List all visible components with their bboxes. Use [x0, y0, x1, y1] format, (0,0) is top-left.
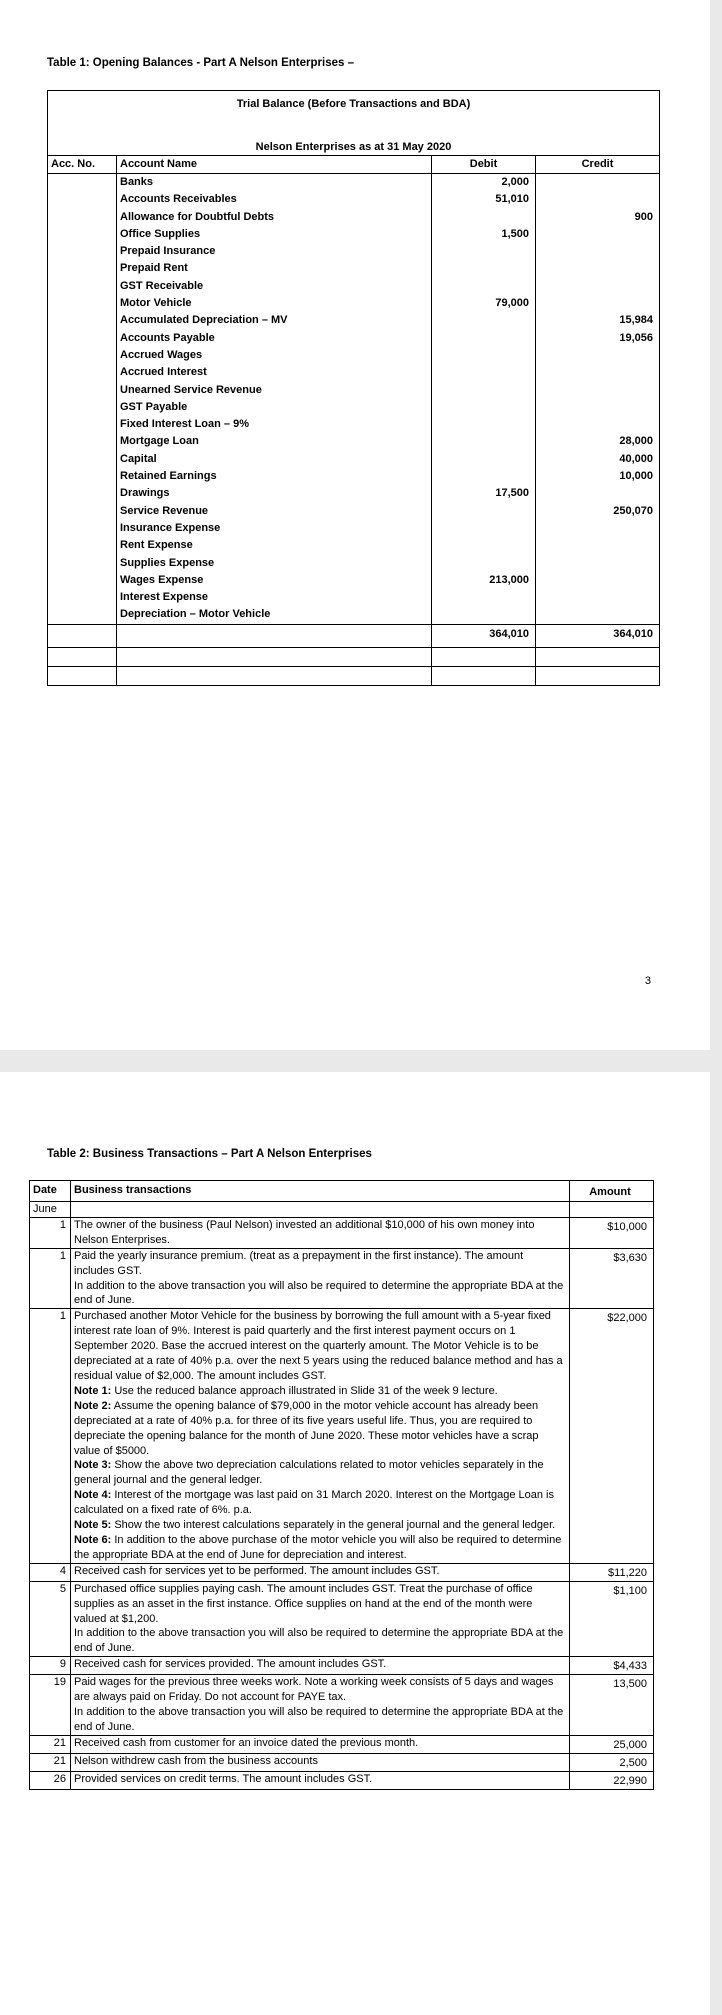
empty-cell: [536, 666, 660, 685]
debit-value: [432, 520, 536, 537]
empty-row: [48, 666, 660, 685]
month-row-blank: [71, 1202, 570, 1218]
account-row: [48, 416, 660, 433]
credit-value: [536, 347, 660, 364]
transaction-amount: [570, 1771, 654, 1789]
account-number: [48, 330, 117, 347]
amount-value: $3,630: [613, 1251, 647, 1264]
account-row: [48, 503, 660, 520]
credit-value: [536, 278, 660, 295]
note-label: Note 5:: [74, 1519, 112, 1532]
credit-value: 250,070: [536, 503, 660, 520]
description-line: In addition to the above transaction you will also be required to determine the appropriate BDA at the end of June.: [74, 1706, 564, 1733]
credit-value: 15,984: [536, 312, 660, 329]
transaction-row: [30, 1675, 654, 1736]
debit-value: [432, 537, 536, 554]
description-line: Received cash for services yet to be performed. The amount includes GST.: [74, 1564, 440, 1577]
transaction-amount: [570, 1581, 654, 1657]
debit-value: [432, 330, 536, 347]
debit-value: [432, 589, 536, 606]
amount-value: $22,000: [607, 1312, 647, 1325]
account-number: [48, 382, 117, 399]
transaction-row: [30, 1563, 654, 1581]
month-row: [30, 1202, 654, 1218]
transaction-day: 26: [30, 1771, 71, 1789]
note-text: Show the two interest calculations separately in the general journal and the general ledger.: [111, 1519, 556, 1532]
amount-value: 22,990: [613, 1774, 647, 1787]
account-number: [48, 468, 117, 485]
account-name: Retained Earnings: [117, 468, 432, 485]
transaction-description: [71, 1735, 570, 1753]
note-label: Note 2:: [74, 1399, 112, 1412]
debit-value: [432, 555, 536, 572]
account-number: [48, 260, 117, 277]
debit-value: [432, 468, 536, 485]
account-name: Accrued Interest: [117, 364, 432, 381]
transaction-row: [30, 1581, 654, 1657]
account-name: Supplies Expense: [117, 555, 432, 572]
account-name: Service Revenue: [117, 503, 432, 520]
account-row: [48, 278, 660, 295]
amount-value: 25,000: [613, 1738, 647, 1751]
account-row: [48, 191, 660, 208]
empty-cell: [48, 666, 117, 685]
description-line: Purchased another Motor Vehicle for the business by borrowing the full amount with a 5-year fixed interest rate loan of 9%. Interest is paid quarterly and the first interest payment occurs on 1 September 2020. Base the accrued interest on the quarterly amount. The Motor Vehicle is to be depreciated at a rate of 40% p.a. over the next 5 years using the reduced balance method and has a residual value of $2,000. The amount includes GST.: [74, 1310, 563, 1382]
debit-value: [432, 503, 536, 520]
account-name: Accumulated Depreciation – MV: [117, 312, 432, 329]
account-name: Accounts Receivables: [117, 191, 432, 208]
account-row: [48, 399, 660, 416]
credit-value: 900: [536, 209, 660, 226]
transaction-description: [71, 1675, 570, 1736]
credit-value: [536, 191, 660, 208]
transaction-amount: [570, 1735, 654, 1753]
debit-value: 213,000: [432, 572, 536, 589]
description-line: Provided services on credit terms. The amount includes GST.: [74, 1772, 373, 1785]
transaction-description: [71, 1657, 570, 1675]
credit-value: [536, 226, 660, 243]
credit-value: [536, 295, 660, 312]
transaction-row: [30, 1217, 654, 1248]
account-name: Allowance for Doubtful Debts: [117, 209, 432, 226]
account-row: [48, 209, 660, 226]
credit-value: 28,000: [536, 433, 660, 450]
account-name: Prepaid Insurance: [117, 243, 432, 260]
header-credit: Credit: [536, 156, 660, 174]
transaction-day: 19: [30, 1675, 71, 1736]
transaction-day: 21: [30, 1753, 71, 1771]
account-number: [48, 226, 117, 243]
empty-row: [48, 647, 660, 666]
transaction-amount: [570, 1753, 654, 1771]
account-name: Motor Vehicle: [117, 295, 432, 312]
credit-value: [536, 364, 660, 381]
transaction-day: 1: [30, 1309, 71, 1563]
account-row: [48, 537, 660, 554]
transaction-description: [71, 1248, 570, 1309]
note-text: Show the above two depreciation calculations related to motor vehicles separately in the general journal and the general ledger.: [74, 1459, 544, 1487]
account-number: [48, 589, 117, 606]
transaction-row: [30, 1248, 654, 1309]
description-line: In addition to the above transaction you will also be required to determine the appropriate BDA at the end of June.: [74, 1627, 564, 1655]
amount-value: $1,100: [613, 1584, 647, 1597]
account-number: [48, 243, 117, 260]
header-amount: Amount: [570, 1181, 654, 1202]
account-name: Mortgage Loan: [117, 433, 432, 450]
credit-value: [536, 572, 660, 589]
note-label: Note 6:: [74, 1533, 112, 1546]
empty-cell: [117, 666, 432, 685]
column-header-row: [48, 156, 660, 174]
empty-cell: [536, 647, 660, 666]
header-business-transactions: Business transactions: [71, 1181, 570, 1202]
transaction-note: [74, 1399, 566, 1459]
header-debit: Debit: [432, 156, 536, 174]
account-row: [48, 468, 660, 485]
transaction-day: 5: [30, 1581, 71, 1657]
transaction-note: [74, 1518, 566, 1533]
transaction-day: 9: [30, 1657, 71, 1675]
description-line: Received cash for services provided. The amount includes GST.: [74, 1658, 387, 1671]
account-number: [48, 399, 117, 416]
account-number: [48, 278, 117, 295]
credit-value: [536, 537, 660, 554]
description-line: Paid wages for the previous three weeks work. Note a working week consists of 5 days and wages are always paid on Friday. Do not account for PAYE tax.: [74, 1676, 554, 1704]
account-number: [48, 537, 117, 554]
note-label: Note 3:: [74, 1459, 112, 1472]
account-row: [48, 382, 660, 399]
account-number: [48, 606, 117, 624]
account-name: Banks: [117, 174, 432, 192]
account-row: [48, 572, 660, 589]
credit-value: 40,000: [536, 451, 660, 468]
account-number: [48, 555, 117, 572]
debit-value: [432, 606, 536, 624]
credit-value: [536, 589, 660, 606]
total-credit: 364,010: [536, 624, 660, 647]
debit-value: 17,500: [432, 485, 536, 502]
account-row: [48, 485, 660, 502]
account-row: [48, 347, 660, 364]
page-number: 3: [644, 975, 651, 987]
trial-balance-title: Trial Balance (Before Transactions and BDA): [48, 91, 660, 118]
transaction-row: [30, 1657, 654, 1675]
account-row: [48, 555, 660, 572]
account-row: [48, 364, 660, 381]
account-number: [48, 451, 117, 468]
account-name: Wages Expense: [117, 572, 432, 589]
account-row: [48, 295, 660, 312]
account-row: [48, 260, 660, 277]
transaction-row: [30, 1309, 654, 1563]
account-number: [48, 433, 117, 450]
account-name: Insurance Expense: [117, 520, 432, 537]
business-transactions-table: [29, 1180, 654, 1790]
account-number: [48, 485, 117, 502]
debit-value: [432, 278, 536, 295]
account-name: Prepaid Rent: [117, 260, 432, 277]
note-text: In addition to the above purchase of the motor vehicle you will also be required to determine the appropriate BDA at the end of June for depreciation and interest.: [74, 1533, 562, 1561]
description-line: The owner of the business (Paul Nelson) invested an additional $10,000 of his own money into Nelson Enterprises.: [74, 1218, 535, 1246]
debit-value: [432, 209, 536, 226]
account-number: [48, 520, 117, 537]
transaction-row: [30, 1771, 654, 1789]
credit-value: [536, 260, 660, 277]
totals-row: [48, 624, 660, 647]
transaction-day: 21: [30, 1735, 71, 1753]
account-number: [48, 364, 117, 381]
note-text: Use the reduced balance approach illustrated in Slide 31 of the week 9 lecture.: [111, 1384, 498, 1397]
credit-value: 10,000: [536, 468, 660, 485]
amount-value: $4,433: [613, 1660, 647, 1673]
totals-acc: [48, 624, 117, 647]
debit-value: [432, 347, 536, 364]
account-name: Fixed Interest Loan – 9%: [117, 416, 432, 433]
header-date: Date: [30, 1181, 71, 1202]
debit-value: 2,000: [432, 174, 536, 192]
transaction-description: [71, 1771, 570, 1789]
credit-value: [536, 399, 660, 416]
account-row: [48, 312, 660, 329]
transaction-amount: [570, 1309, 654, 1563]
debit-value: [432, 312, 536, 329]
empty-cell: [48, 647, 117, 666]
account-name: Capital: [117, 451, 432, 468]
transaction-day: 1: [30, 1248, 71, 1309]
credit-value: [536, 555, 660, 572]
credit-value: [536, 243, 660, 260]
table2-caption: Table 2: Business Transactions – Part A Nelson Enterprises: [47, 1148, 372, 1160]
account-row: [48, 433, 660, 450]
totals-label: [117, 624, 432, 647]
debit-value: [432, 416, 536, 433]
credit-value: [536, 606, 660, 624]
amount-value: $11,220: [608, 1566, 647, 1579]
account-name: Drawings: [117, 485, 432, 502]
account-number: [48, 191, 117, 208]
account-name: Accrued Wages: [117, 347, 432, 364]
transaction-row: [30, 1735, 654, 1753]
account-row: [48, 520, 660, 537]
credit-value: [536, 174, 660, 192]
account-row: [48, 174, 660, 192]
transaction-day: 1: [30, 1217, 71, 1248]
note-text: Assume the opening balance of $79,000 in the motor vehicle account has already been depreciated at a rate of 40% p.a. for three of its five years useful life. Thus, you are required to depreciate the opening balance for the month of June 2020. These motor vehicles have a scrap value of $5000.: [74, 1399, 539, 1457]
description-line: Paid the yearly insurance premium. (treat as a prepayment in the first instance). The amount includes GST.: [74, 1249, 524, 1277]
account-row: [48, 451, 660, 468]
note-label: Note 4:: [74, 1489, 112, 1502]
account-number: [48, 209, 117, 226]
account-name: Accounts Payable: [117, 330, 432, 347]
account-row: [48, 606, 660, 624]
total-debit: 364,010: [432, 624, 536, 647]
credit-value: [536, 520, 660, 537]
account-name: Depreciation – Motor Vehicle: [117, 606, 432, 624]
transactions-header-row: [30, 1181, 654, 1202]
month-row-blank-amount: [570, 1202, 654, 1218]
transaction-note: [74, 1384, 566, 1399]
transaction-description: [71, 1753, 570, 1771]
debit-value: [432, 382, 536, 399]
debit-value: [432, 243, 536, 260]
empty-cell: [117, 647, 432, 666]
table-subtitle-row: [48, 117, 660, 156]
credit-value: 19,056: [536, 330, 660, 347]
header-account-name: Account Name: [117, 156, 432, 174]
table1-caption: Table 1: Opening Balances - Part A Nelson Enterprises –: [47, 57, 354, 69]
trial-balance-table: [47, 90, 660, 686]
description-line: Nelson withdrew cash from the business accounts: [74, 1754, 318, 1767]
transaction-note: [74, 1533, 566, 1563]
debit-value: [432, 364, 536, 381]
header-acc-no: Acc. No.: [48, 156, 117, 174]
account-name: Rent Expense: [117, 537, 432, 554]
description-line: Received cash from customer for an invoice dated the previous month.: [74, 1736, 419, 1749]
transaction-amount: [570, 1563, 654, 1581]
account-number: [48, 347, 117, 364]
account-name: Interest Expense: [117, 589, 432, 606]
transaction-amount: [570, 1657, 654, 1675]
account-number: [48, 416, 117, 433]
empty-cell: [432, 647, 536, 666]
transaction-note: [74, 1488, 566, 1518]
account-row: [48, 589, 660, 606]
account-row: [48, 330, 660, 347]
debit-value: 1,500: [432, 226, 536, 243]
account-name: GST Receivable: [117, 278, 432, 295]
account-number: [48, 572, 117, 589]
note-label: Note 1:: [74, 1384, 112, 1397]
note-text: Interest of the mortgage was last paid on 31 March 2020. Interest on the Mortgage Loan is calculated on a fixed rate of 6%. p.a.: [74, 1489, 554, 1517]
transaction-row: [30, 1753, 654, 1771]
transaction-description: [71, 1309, 570, 1563]
transaction-note: [74, 1458, 566, 1488]
transaction-amount: [570, 1675, 654, 1736]
amount-value: 2,500: [619, 1756, 647, 1769]
account-name: GST Payable: [117, 399, 432, 416]
account-row: [48, 243, 660, 260]
credit-value: [536, 485, 660, 502]
credit-value: [536, 416, 660, 433]
account-number: [48, 503, 117, 520]
account-number: [48, 295, 117, 312]
trial-balance-subtitle: Nelson Enterprises as at 31 May 2020: [48, 117, 660, 156]
debit-value: [432, 451, 536, 468]
transaction-description: [71, 1563, 570, 1581]
account-row: [48, 226, 660, 243]
table-title-row: [48, 91, 660, 118]
description-line: Purchased office supplies paying cash. The amount includes GST. Treat the purchase of office supplies as an asset in the first instance. Office supplies on hand at the end of the month were valued at $1,200.: [74, 1582, 533, 1625]
transaction-amount: [570, 1217, 654, 1248]
account-number: [48, 312, 117, 329]
account-number: [48, 174, 117, 192]
debit-value: [432, 260, 536, 277]
transaction-day: 4: [30, 1563, 71, 1581]
debit-value: 79,000: [432, 295, 536, 312]
transaction-amount: [570, 1248, 654, 1309]
transaction-description: [71, 1217, 570, 1248]
account-name: Unearned Service Revenue: [117, 382, 432, 399]
empty-cell: [432, 666, 536, 685]
debit-value: [432, 433, 536, 450]
debit-value: [432, 399, 536, 416]
amount-value: 13,500: [613, 1678, 647, 1691]
description-line: In addition to the above transaction you will also be required to determine the appropriate BDA at the end of June.: [74, 1279, 564, 1307]
credit-value: [536, 382, 660, 399]
month-label: June: [30, 1202, 71, 1218]
transaction-description: [71, 1581, 570, 1657]
debit-value: 51,010: [432, 191, 536, 208]
account-name: Office Supplies: [117, 226, 432, 243]
amount-value: $10,000: [607, 1220, 647, 1233]
